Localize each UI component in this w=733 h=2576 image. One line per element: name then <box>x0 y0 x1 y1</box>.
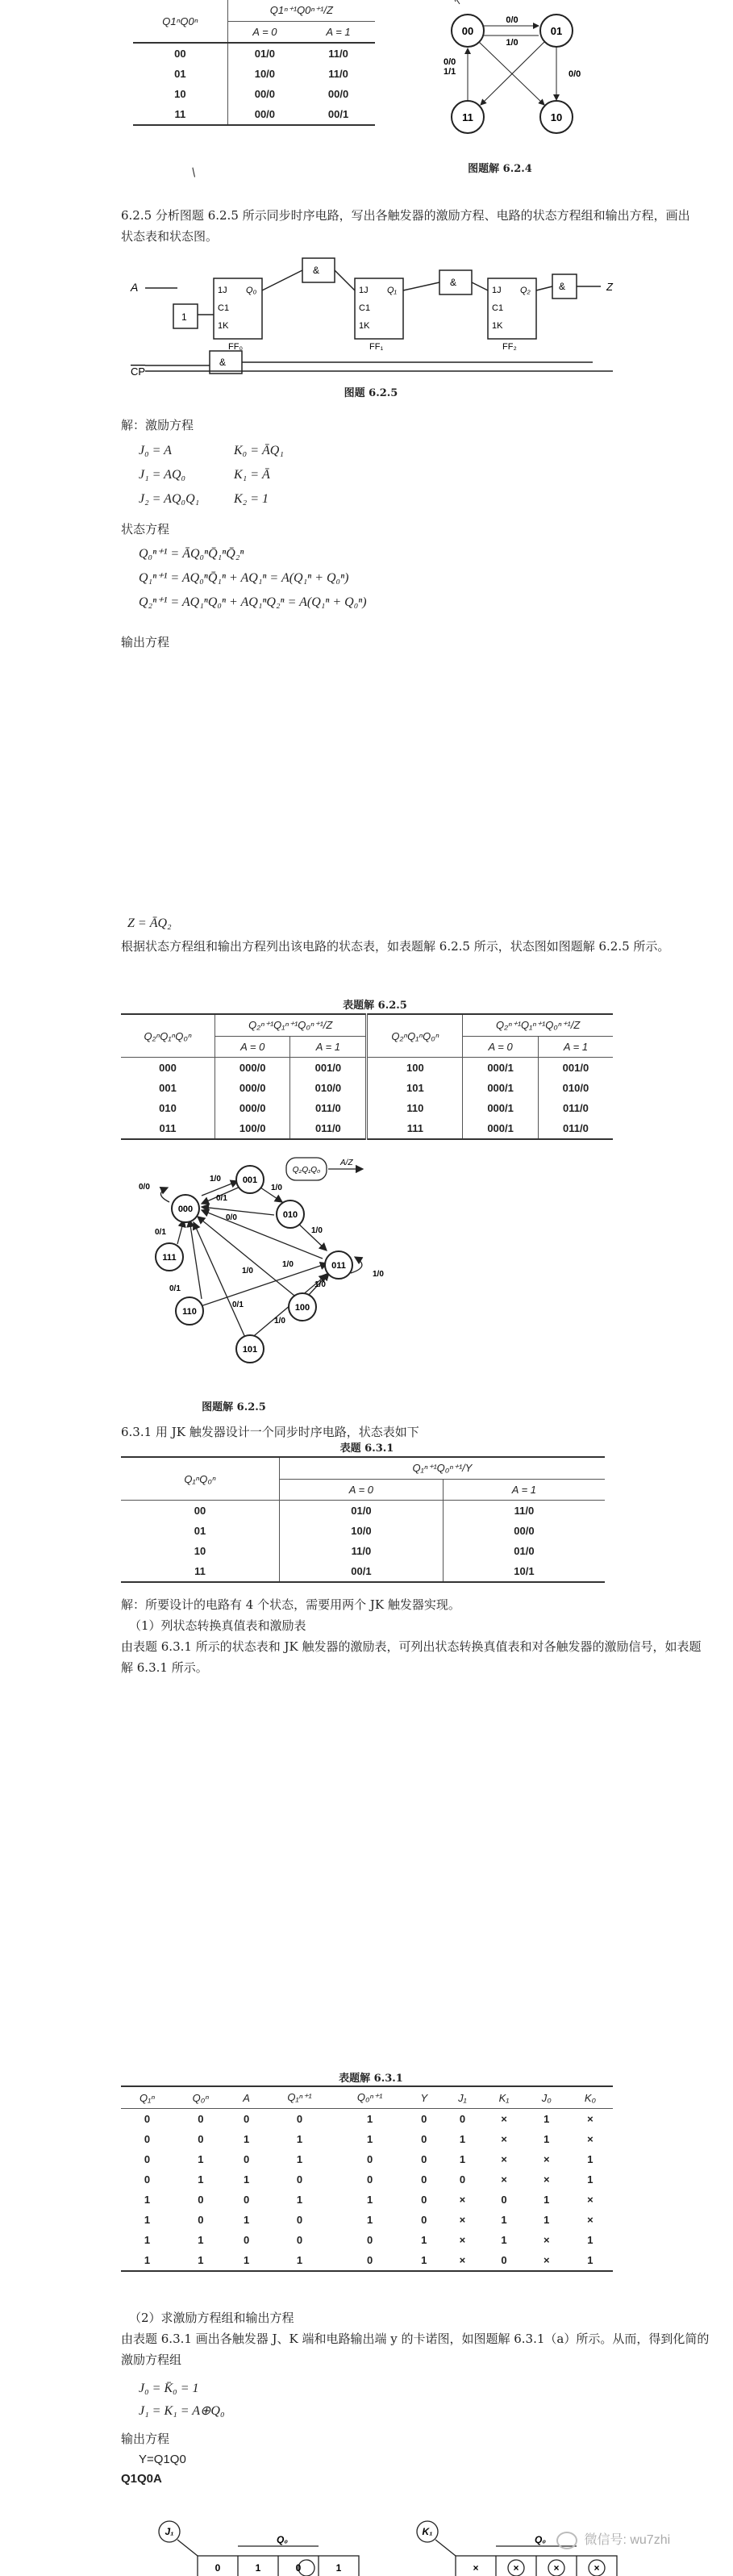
svg-text:0/0: 0/0 <box>444 57 456 67</box>
state-diagram-625 <box>121 1146 427 1388</box>
y-equation: Y=Q1Q0 <box>139 2453 186 2466</box>
table-cell: 1 <box>367 2194 373 2206</box>
table-cell: 0 <box>243 2153 250 2165</box>
table-cell: × <box>587 2194 593 2206</box>
state-eq-title: 状态方程 <box>121 522 170 536</box>
table-cell: 0 <box>367 2234 373 2246</box>
table-header-cell: A <box>228 2086 265 2109</box>
table-cell: 0 <box>421 2194 427 2206</box>
svg-text:1/0: 1/0 <box>274 1317 285 1326</box>
table-cell: 0 <box>198 2214 204 2226</box>
table-cell: 1 <box>243 2254 250 2266</box>
table-header-cell: K₁ <box>482 2086 526 2109</box>
svg-text:Q₂: Q₂ <box>520 286 531 295</box>
svg-text:01: 01 <box>550 25 563 37</box>
table-row: 11 00/0 00/1 <box>133 104 375 125</box>
table-row <box>121 2190 613 2210</box>
table-cell: 0 <box>421 2153 427 2165</box>
svg-text:Q₀: Q₀ <box>246 286 257 295</box>
output-title-631: 输出方程 <box>121 2432 170 2446</box>
table-cell: × <box>501 2153 507 2165</box>
z-equation: Z = ĀQ₂ <box>127 916 172 930</box>
svg-text:1K: 1K <box>218 321 229 331</box>
table-cell: 1 <box>587 2153 593 2165</box>
table-row <box>121 2250 613 2271</box>
table-631-solution <box>121 2085 613 2272</box>
svg-text:×: × <box>553 2562 560 2574</box>
table-cell: × <box>543 2173 550 2186</box>
state-diagram-624 <box>419 0 613 141</box>
table-cell: 0 <box>459 2113 466 2125</box>
table-cell: × <box>459 2214 466 2226</box>
svg-text:0/1: 0/1 <box>232 1301 244 1309</box>
table-cell: 1 <box>421 2254 427 2266</box>
table-header-cell: J₁ <box>443 2086 483 2109</box>
svg-text:1J: 1J <box>218 286 227 295</box>
svg-text:00: 00 <box>461 25 474 37</box>
svg-text:10: 10 <box>550 111 563 123</box>
svg-text:1/0: 1/0 <box>242 1267 253 1275</box>
svg-text:1K: 1K <box>359 321 370 331</box>
table-cell: 1 <box>459 2133 466 2145</box>
svg-text:1/1: 1/1 <box>444 67 456 77</box>
svg-text:K₁: K₁ <box>422 2526 433 2537</box>
table-cell: 0 <box>243 2194 250 2206</box>
table-cell: 1 <box>144 2194 151 2206</box>
top-table-next-header: Q1ⁿ⁺¹Q0ⁿ⁺¹/Z <box>227 0 375 22</box>
table-cell: 0 <box>144 2153 151 2165</box>
table-row: 01 10/0 00/0 <box>121 1521 605 1541</box>
svg-text:1: 1 <box>255 2562 261 2574</box>
svg-text:Q₂Q₁Q₀: Q₂Q₁Q₀ <box>292 1166 321 1175</box>
table-row: 11 00/1 10/1 <box>121 1561 605 1582</box>
table-cell: 1 <box>587 2254 593 2266</box>
svg-text:×: × <box>473 2562 479 2574</box>
table-cell: 1 <box>544 2194 550 2206</box>
solution-631-intro: 解：所要设计的电路有 4 个状态，需要用两个 JK 触发器实现。 <box>121 1597 460 1612</box>
table-row: 011 100/0 011/0 111 000/1 011/0 <box>121 1118 613 1139</box>
table-cell: 0 <box>243 2113 250 2125</box>
table-row <box>121 2129 613 2149</box>
svg-text:0/1: 0/1 <box>155 1228 166 1237</box>
svg-text:&: & <box>559 281 566 292</box>
table-cell: 1 <box>544 2113 550 2125</box>
svg-text:1K: 1K <box>492 321 503 331</box>
table-625-title: 表题解 6.2.5 <box>343 1000 407 1012</box>
table-cell: × <box>543 2234 550 2246</box>
svg-text:1J: 1J <box>359 286 369 295</box>
wechat-icon <box>556 2532 577 2549</box>
svg-text:&: & <box>313 265 320 276</box>
svg-text:1: 1 <box>181 311 187 323</box>
table-cell: 1 <box>367 2113 373 2125</box>
table-cell: 0 <box>144 2173 151 2186</box>
circuit-caption: 图题 6.2.5 <box>344 387 398 399</box>
table-cell: 1 <box>198 2153 204 2165</box>
table-cell: 0 <box>198 2113 204 2125</box>
svg-text:&: & <box>450 277 457 288</box>
svg-text:0/0: 0/0 <box>506 15 519 25</box>
top-state-table <box>133 0 375 126</box>
table-cell: × <box>501 2133 507 2145</box>
top-table-a1: A = 1 <box>302 22 375 44</box>
svg-text:×: × <box>593 2562 600 2574</box>
table-cell: × <box>587 2214 593 2226</box>
table-cell: 0 <box>367 2254 373 2266</box>
table-631-sol-title: 表题解 6.3.1 <box>339 2073 403 2085</box>
svg-text:101: 101 <box>242 1345 258 1355</box>
table-row <box>121 2149 613 2169</box>
svg-text:1J: 1J <box>492 286 502 295</box>
svg-text:111: 111 <box>162 1253 177 1263</box>
problem-625-text: 6.2.5 分析图题 6.2.5 所示同步时序电路，写出各触发器的激励方程、电路的状态方程组和输出方程，画出状态表和状态图。 <box>121 208 690 244</box>
table-header-cell: Q₁ⁿ <box>121 2086 173 2109</box>
table-row <box>121 2169 613 2190</box>
solution-625-intro: 解：激励方程 <box>121 418 194 432</box>
solution-631-step1-text: 由表题 6.3.1 所示的状态表和 JK 触发器的激励表，可列出状态转换真值表和对各触发器的激励信号，如表题解 6.3.1 所示。 <box>121 1639 702 1675</box>
table-cell: 0 <box>296 2234 303 2246</box>
excitation-j1: J₁ = AQ₀ <box>139 468 186 482</box>
svg-text:C1: C1 <box>218 303 230 313</box>
svg-text:1/0: 1/0 <box>314 1280 326 1289</box>
table-row: 010 000/0 011/0 110 000/1 011/0 <box>121 1098 613 1118</box>
state-eq-2: Q₂ⁿ⁺¹ = AQ₁ⁿQ₀ⁿ + AQ₁ⁿQ₂ⁿ = A(Q₁ⁿ + Q₀ⁿ) <box>139 595 367 609</box>
table-cell: × <box>459 2254 466 2266</box>
svg-text:Q₀: Q₀ <box>276 2534 289 2545</box>
excitation-k2: K₂ = 1 <box>234 492 269 506</box>
table-row: 10 11/0 01/0 <box>121 1541 605 1561</box>
table-cell: 0 <box>421 2173 427 2186</box>
table-625: Q₂ⁿQ₁ⁿQ₀ⁿ Q₂ⁿ⁺¹Q₁ⁿ⁺¹Q₀ⁿ⁺¹/Z Q₂ⁿQ₁ⁿQ₀ⁿ Q₂ⁿ⁺¹Q₁ⁿ⁺¹Q₀ⁿ⁺¹/Z A = 0 A = 1 A = 0 A = 1 000 000/0 001/0 100 000/1 001/0 001 000/0 010/0 101 000/1 010/0 010 000/0 011/0 110 000/1 011/0 011 100/0 011/0 111 000/1 011/0 <box>121 1013 613 1140</box>
svg-text:11: 11 <box>462 111 473 123</box>
svg-text:110: 110 <box>182 1307 197 1317</box>
excitation-k0: K₀ = ĀQ₁ <box>234 444 284 457</box>
svg-text:A: A <box>131 281 139 294</box>
table-header-cell: Q₁ⁿ⁺¹ <box>265 2086 335 2109</box>
table-cell: 1 <box>144 2214 151 2226</box>
table-cell: × <box>587 2133 593 2145</box>
svg-text:0/0: 0/0 <box>139 1183 150 1192</box>
svg-text:100: 100 <box>294 1303 310 1313</box>
svg-text:1/0: 1/0 <box>271 1184 282 1192</box>
svg-text:&: & <box>219 357 227 368</box>
table-cell: 1 <box>243 2173 250 2186</box>
table-cell: 1 <box>243 2133 250 2145</box>
table-cell: 1 <box>501 2214 507 2226</box>
table-row: 001 000/0 010/0 101 000/1 010/0 <box>121 1078 613 1098</box>
table-cell: 1 <box>296 2153 303 2165</box>
svg-text:1/0: 1/0 <box>311 1226 323 1235</box>
table-header-cell: Q₀ⁿ <box>173 2086 228 2109</box>
table-cell: 1 <box>144 2254 151 2266</box>
svg-text:1/0: 1/0 <box>282 1260 294 1269</box>
svg-text:FF₀: FF₀ <box>228 342 244 352</box>
table-cell: 1 <box>544 2214 550 2226</box>
state-eq-1: Q₁ⁿ⁺¹ = AQ₀ⁿQ̄₁ⁿ + AQ₁ⁿ = A(Q₁ⁿ + Q₀ⁿ) <box>139 571 349 585</box>
table-row: 10 00/0 00/0 <box>133 84 375 104</box>
fig-624-caption: 图题解 6.2.4 <box>468 163 532 175</box>
table-cell: 0 <box>367 2153 373 2165</box>
table-cell: 0 <box>367 2173 373 2186</box>
table-cell: 1 <box>544 2133 550 2145</box>
circuit-diagram-625 <box>129 254 629 375</box>
table-cell: 0 <box>296 2173 303 2186</box>
table-cell: 1 <box>367 2214 373 2226</box>
table-cell: 1 <box>198 2234 204 2246</box>
table-row <box>121 2109 613 2130</box>
table-cell: × <box>501 2113 507 2125</box>
svg-text:0/1: 0/1 <box>169 1284 181 1293</box>
svg-text:1/0: 1/0 <box>210 1175 221 1184</box>
table-cell: 1 <box>296 2194 303 2206</box>
table-header-cell: Y <box>406 2086 443 2109</box>
table-cell: × <box>501 2173 507 2186</box>
table-header-cell: J₀ <box>526 2086 568 2109</box>
svg-text:C1: C1 <box>359 303 371 313</box>
fig-625-caption: 图题解 6.2.5 <box>202 1401 266 1413</box>
solution-631-step2-text: 由表题 6.3.1 画出各触发器 J、K 端和电路输出端 y 的卡诺图，如图题解 6.3.1（a）所示。从而，得到化简的激励方程组 <box>121 2332 710 2367</box>
excitation-j2: J₂ = AQ₀Q₁ <box>139 492 200 506</box>
svg-text:010: 010 <box>282 1210 298 1220</box>
svg-text:J₁: J₁ <box>165 2526 174 2537</box>
svg-text:011: 011 <box>331 1261 346 1271</box>
top-table-col-header: Q1ⁿQ0ⁿ <box>133 0 227 43</box>
solution-631-step2: （2）求激励方程组和输出方程 <box>129 2311 294 2325</box>
table-row: 01 10/0 11/0 <box>133 64 375 84</box>
svg-text:001: 001 <box>242 1175 258 1185</box>
state-eq-0: Q₀ⁿ⁺¹ = ĀQ₀ⁿQ̄₁ⁿQ̄₂ⁿ <box>139 547 244 561</box>
table-cell: × <box>459 2194 466 2206</box>
watermark: 微信号: wu7zhi <box>556 2529 670 2549</box>
table-cell: 1 <box>421 2234 427 2246</box>
table-cell: 1 <box>367 2133 373 2145</box>
table-cell: 0 <box>198 2133 204 2145</box>
table-cell: 0 <box>243 2234 250 2246</box>
q1q0a-label: Q1Q0A <box>121 2472 162 2486</box>
table-cell: × <box>459 2234 466 2246</box>
svg-text:0/1: 0/1 <box>216 1194 227 1203</box>
svg-text:CP: CP <box>131 365 146 375</box>
top-table-a0: A = 0 <box>227 22 302 44</box>
table-cell: 1 <box>198 2254 204 2266</box>
excitation-j0: J₀ = A <box>139 444 172 457</box>
table-cell: 1 <box>459 2153 466 2165</box>
table-cell: × <box>587 2113 593 2125</box>
table-cell: 0 <box>296 2113 303 2125</box>
table-intro-625: 根据状态方程组和输出方程列出该电路的状态表，如表题解 6.2.5 所示，状态图如图题解 6.2.5 所示。 <box>121 939 670 954</box>
table-row: 00 01/0 11/0 <box>133 43 375 64</box>
svg-text:1/0: 1/0 <box>373 1270 384 1279</box>
excitation-k1: K₁ = Ā <box>234 468 270 482</box>
table-cell: 1 <box>243 2214 250 2226</box>
svg-text:1/0: 1/0 <box>506 38 519 48</box>
table-631-title: 表题 6.3.1 <box>339 1442 394 1455</box>
solution-631-step1: （1）列状态转换真值表和激励表 <box>129 1618 306 1633</box>
table-cell: 1 <box>296 2133 303 2145</box>
problem-631-text: 6.3.1 用 JK 触发器设计一个同步时序电路，状态表如下 <box>121 1425 419 1439</box>
table-cell: 0 <box>421 2214 427 2226</box>
output-eq-title: 输出方程 <box>121 635 170 649</box>
svg-text:0: 0 <box>214 2562 221 2574</box>
table-cell: 1 <box>144 2234 151 2246</box>
svg-text:×: × <box>513 2562 519 2574</box>
svg-text:1: 1 <box>335 2562 342 2574</box>
table-cell: 1 <box>587 2173 593 2186</box>
table-cell: 1 <box>198 2173 204 2186</box>
table-header-cell: Q₀ⁿ⁺¹ <box>334 2086 405 2109</box>
table-header-cell: K₀ <box>568 2086 613 2109</box>
svg-text:000: 000 <box>177 1204 194 1214</box>
table-cell: 0 <box>501 2254 507 2266</box>
table-cell: × <box>543 2254 550 2266</box>
eq-j0: J₀ = K̄₀ = 1 <box>139 2382 199 2395</box>
pen-mark: / <box>189 165 199 180</box>
table-cell: 1 <box>296 2254 303 2266</box>
table-cell: 0 <box>421 2133 427 2145</box>
table-cell: 0 <box>421 2113 427 2125</box>
table-row <box>121 2210 613 2230</box>
table-cell: 0 <box>198 2194 204 2206</box>
svg-text:FF₂: FF₂ <box>502 342 517 352</box>
table-cell: 1 <box>501 2234 507 2246</box>
table-cell: 0 <box>144 2113 151 2125</box>
svg-text:0: 0 <box>295 2562 302 2574</box>
table-cell: 0 <box>144 2133 151 2145</box>
svg-text:A/Z: A/Z <box>340 1159 353 1167</box>
eq-j1: J₁ = K₁ = A⊕Q₀ <box>139 2404 225 2418</box>
svg-text:0/0: 0/0 <box>568 69 581 79</box>
table-cell: 0 <box>296 2214 303 2226</box>
table-cell: 1 <box>587 2234 593 2246</box>
svg-text:Z: Z <box>606 281 613 293</box>
svg-text:Q₀: Q₀ <box>534 2534 547 2545</box>
table-row: 00 01/0 11/0 <box>121 1501 605 1522</box>
svg-text:C1: C1 <box>492 303 504 313</box>
svg-text:FF₁: FF₁ <box>369 342 384 352</box>
table-row: 000 000/0 001/0 100 000/1 001/0 <box>121 1058 613 1079</box>
svg-text:Q₁: Q₁ <box>387 286 398 295</box>
table-631-problem: Q₁ⁿQ₀ⁿ Q₁ⁿ⁺¹Q₀ⁿ⁺¹/Y A = 0 A = 1 00 01/0 11/0 01 10/0 00/0 10 11/0 01/0 11 00/1 10/1 <box>121 1456 605 1583</box>
table-cell: 0 <box>501 2194 507 2206</box>
svg-text:0/0: 0/0 <box>226 1213 237 1222</box>
table-cell: × <box>543 2153 550 2165</box>
table-cell: 0 <box>459 2173 466 2186</box>
table-row <box>121 2230 613 2250</box>
